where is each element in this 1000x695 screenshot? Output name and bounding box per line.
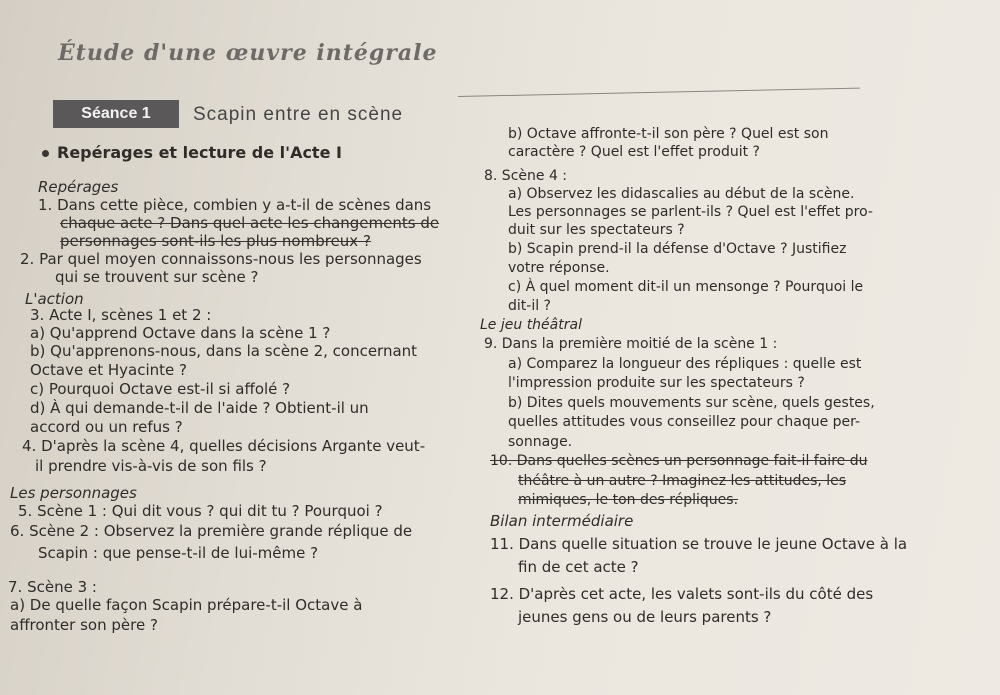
question-line: accord ou un refus ? (30, 418, 183, 436)
subheading-personnages: Les personnages (10, 484, 137, 502)
question-line-struck: personnages sont-ils les plus nombreux ? (60, 232, 371, 250)
subheading-jeu-theatral: Le jeu théâtral (480, 317, 582, 333)
question-line-struck: théâtre à un autre ? Imaginez les attitudes, les (518, 473, 847, 489)
question-line: l'impression produite sur les spectateurs ? (508, 375, 805, 391)
question-line: b) Dites quels mouvements sur scène, quels gestes, (508, 395, 875, 411)
question-line: a) Observez les didascalies au début de la scène. (508, 186, 855, 202)
question-line: 11. Dans quelle situation se trouve le jeune Octave à la (490, 535, 908, 553)
section-heading-reperages (42, 144, 342, 162)
question-line: fin de cet acte ? (518, 558, 639, 576)
subheading-bilan: Bilan intermédiaire (490, 512, 634, 530)
question-line: a) Qu'apprend Octave dans la scène 1 ? (30, 324, 331, 342)
question-line: 3. Acte I, scènes 1 et 2 : (30, 306, 212, 324)
question-line: Octave et Hyacinte ? (30, 361, 187, 379)
question-line: il prendre vis-à-vis de son fils ? (35, 457, 267, 475)
question-line: c) À quel moment dit-il un mensonge ? Pourquoi le (508, 279, 864, 295)
seance-title: Scapin entre en scène (193, 104, 404, 125)
question-line: qui se trouvent sur scène ? (55, 268, 259, 286)
question-line: quelles attitudes vous conseillez pour chaque per- (508, 414, 861, 430)
question-line: c) Pourquoi Octave est-il si affolé ? (30, 380, 291, 398)
question-line: b) Octave affronte-t-il son père ? Quel est son (508, 126, 829, 142)
question-line: d) À qui demande-t-il de l'aide ? Obtient-il un (30, 399, 369, 417)
seance-badge: Séance 1 (53, 100, 179, 128)
question-line: b) Scapin prend-il la défense d'Octave ? Justifiez (508, 241, 847, 257)
question-line: 9. Dans la première moitié de la scène 1 : (484, 336, 778, 352)
question-line: a) De quelle façon Scapin prépare-t-il Octave à (10, 596, 363, 614)
question-line: 7. Scène 3 : (8, 578, 97, 596)
section-heading-text: Repérages et lecture de l'Acte I (57, 143, 342, 162)
question-line: sonnage. (508, 434, 573, 450)
question-line: a) Comparez la longueur des répliques : quelle est (508, 356, 862, 372)
question-line: duit sur les spectateurs ? (508, 222, 685, 238)
question-line: 4. D'après la scène 4, quelles décisions Argante veut- (22, 437, 426, 455)
bullet-icon (42, 150, 49, 157)
question-line: 6. Scène 2 : Observez la première grande réplique de (10, 522, 413, 540)
header-rule (458, 88, 860, 97)
question-line: jeunes gens ou de leurs parents ? (518, 608, 772, 626)
question-line: 2. Par quel moyen connaissons-nous les personnages (20, 250, 422, 268)
subheading-action: L'action (25, 290, 84, 308)
question-line: caractère ? Quel est l'effet produit ? (508, 144, 760, 160)
page-title: Étude d'une œuvre intégrale (58, 40, 438, 66)
question-line: Scapin : que pense-t-il de lui-même ? (38, 544, 319, 562)
question-line: 5. Scène 1 : Qui dit vous ? qui dit tu ? Pourquoi ? (18, 502, 383, 520)
question-line-struck: 10. Dans quelles scènes un personnage fait-il faire du (490, 453, 868, 469)
question-line: b) Qu'apprenons-nous, dans la scène 2, concernant (30, 342, 418, 360)
question-line-struck: mimiques, le ton des répliques. (518, 492, 739, 508)
subheading-reperages: Repérages (38, 178, 119, 196)
question-line-struck: chaque acte ? Dans quel acte les changements de (60, 214, 440, 232)
question-line: Les personnages se parlent-ils ? Quel est l'effet pro- (508, 204, 873, 220)
question-line: 12. D'après cet acte, les valets sont-ils du côté des (490, 585, 874, 603)
question-line: dit-il ? (508, 298, 551, 314)
question-line: 1. Dans cette pièce, combien y a-t-il de scènes dans (38, 196, 432, 214)
question-line: affronter son père ? (10, 616, 158, 634)
question-line: votre réponse. (508, 260, 610, 276)
question-line: 8. Scène 4 : (484, 168, 568, 184)
